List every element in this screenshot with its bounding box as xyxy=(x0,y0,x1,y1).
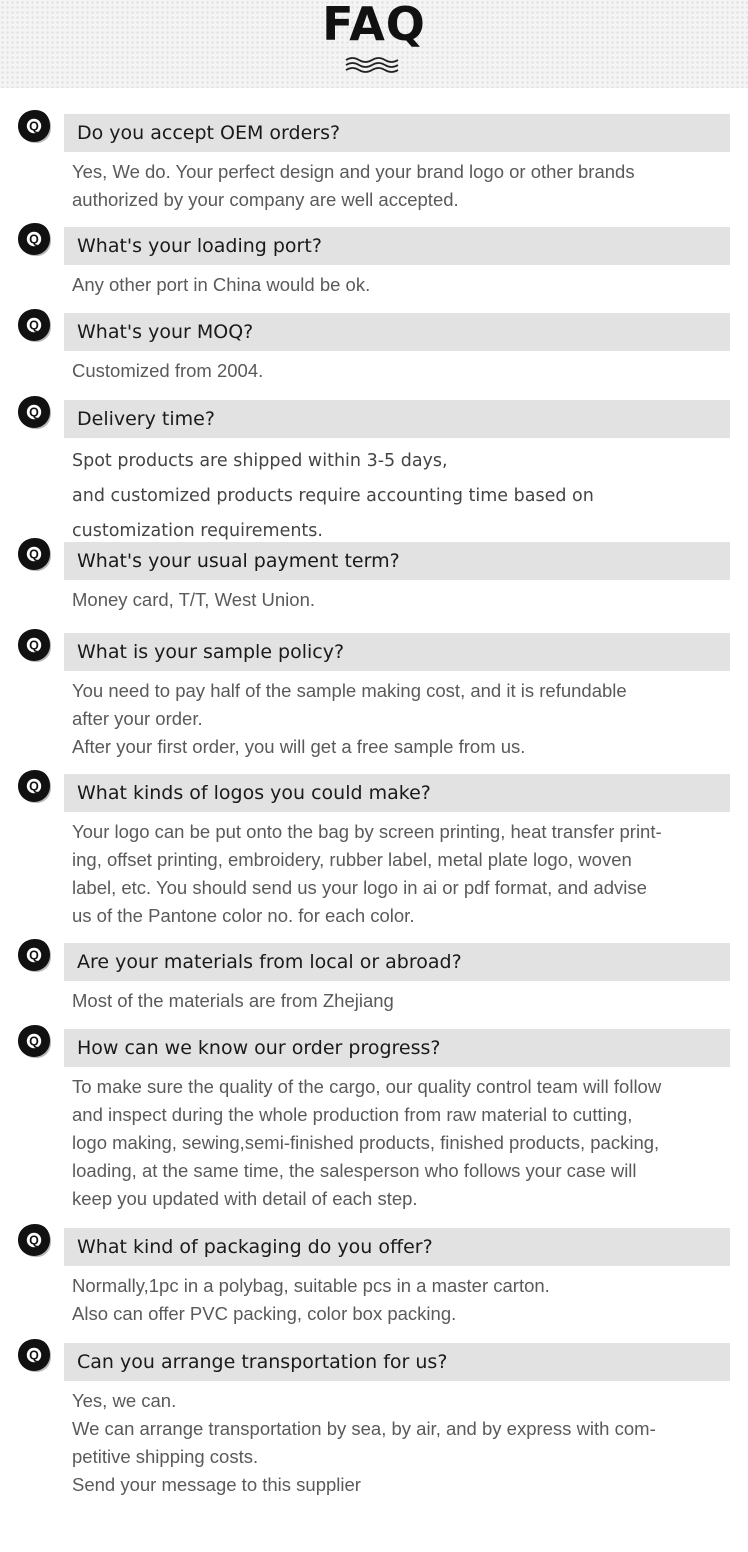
q-badge-icon xyxy=(15,767,57,809)
faq-question: Are your materials from local or abroad? xyxy=(77,951,462,973)
answer-line: We can arrange transportation by sea, by air, and by express with com- xyxy=(72,1418,656,1439)
answer-line: Yes, we can. xyxy=(72,1390,177,1411)
faq-answer xyxy=(72,586,722,614)
answer-line: logo making, sewing,semi-finished products, finished products, packing, xyxy=(72,1132,660,1153)
answer-line: and customized products require accounting time based on xyxy=(72,486,594,506)
waves-icon xyxy=(344,56,400,74)
faq-answer xyxy=(72,1073,722,1213)
faq-question: What's your loading port? xyxy=(77,235,322,257)
answer-line: Normally,1pc in a polybag, suitable pcs in a master carton. xyxy=(72,1275,550,1296)
answer-line: You need to pay half of the sample making cost, and it is refundable xyxy=(72,680,627,701)
question-bar xyxy=(64,633,730,671)
answer-line: Money card, T/T, West Union. xyxy=(72,589,315,610)
question-bar xyxy=(64,114,730,152)
faq-answer xyxy=(72,357,722,385)
faq-question: What's your MOQ? xyxy=(77,321,254,343)
q-badge-icon xyxy=(15,535,57,577)
answer-line: After your first order, you will get a free sample from us. xyxy=(72,736,526,757)
q-badge-icon xyxy=(15,1336,57,1378)
faq-question: What kind of packaging do you offer? xyxy=(77,1236,433,1258)
faq-answer xyxy=(72,987,722,1015)
answer-line: Send your message to this supplier xyxy=(72,1474,361,1495)
faq-answer xyxy=(72,271,722,299)
question-bar xyxy=(64,1343,730,1381)
faq-question: Can you arrange transportation for us? xyxy=(77,1351,448,1373)
answer-line: authorized by your company are well accepted. xyxy=(72,189,459,210)
question-bar xyxy=(64,1228,730,1266)
q-badge-icon xyxy=(15,626,57,668)
faq-question: Do you accept OEM orders? xyxy=(77,122,341,144)
svg-text:Q: Q xyxy=(29,405,39,420)
q-badge-icon xyxy=(15,1221,57,1263)
faq-answer xyxy=(72,818,722,930)
svg-text:Q: Q xyxy=(29,1348,39,1363)
answer-line: Any other port in China would be ok. xyxy=(72,274,371,295)
faq-answer xyxy=(72,158,722,214)
svg-text:Q: Q xyxy=(29,948,39,963)
svg-text:Q: Q xyxy=(29,318,39,333)
svg-text:Q: Q xyxy=(29,638,39,653)
q-badge-icon xyxy=(15,220,57,262)
answer-line: loading, at the same time, the salesperson who follows your case will xyxy=(72,1160,637,1181)
question-bar xyxy=(64,400,730,438)
q-badge-icon xyxy=(15,107,57,149)
answer-line: us of the Pantone color no. for each color. xyxy=(72,905,415,926)
q-badge-icon xyxy=(15,936,57,978)
svg-text:Q: Q xyxy=(29,1034,39,1049)
svg-text:Q: Q xyxy=(29,1233,39,1248)
svg-text:Q: Q xyxy=(29,547,39,562)
answer-line: Yes, We do. Your perfect design and your brand logo or other brands xyxy=(72,161,635,182)
faq-question: What's your usual payment term? xyxy=(77,550,400,572)
answer-line: Most of the materials are from Zhejiang xyxy=(72,990,394,1011)
svg-text:Q: Q xyxy=(29,119,39,134)
answer-line: Spot products are shipped within 3-5 days, xyxy=(72,451,448,471)
answer-line: and inspect during the whole production from raw material to cutting, xyxy=(72,1104,633,1125)
faq-answer xyxy=(72,1272,722,1328)
answer-line: keep you updated with detail of each step. xyxy=(72,1188,418,1209)
question-bar xyxy=(64,774,730,812)
faq-answer xyxy=(72,677,722,761)
faq-header xyxy=(0,0,748,88)
faq-question: How can we know our order progress? xyxy=(77,1037,441,1059)
q-badge-icon xyxy=(15,393,57,435)
faq-answer xyxy=(72,444,722,549)
question-bar xyxy=(64,313,730,351)
question-bar xyxy=(64,542,730,580)
answer-line: after your order. xyxy=(72,708,203,729)
answer-line: Your logo can be put onto the bag by screen printing, heat transfer print- xyxy=(72,821,662,842)
q-badge-icon xyxy=(15,306,57,348)
answer-line: petitive shipping costs. xyxy=(72,1446,259,1467)
faq-answer xyxy=(72,1387,722,1499)
faq-question: What is your sample policy? xyxy=(77,641,345,663)
question-bar xyxy=(64,943,730,981)
faq-question: Delivery time? xyxy=(77,408,215,430)
answer-line: Customized from 2004. xyxy=(72,360,264,381)
answer-line: ing, offset printing, embroidery, rubber label, metal plate logo, woven xyxy=(72,849,632,870)
answer-line: customization requirements. xyxy=(72,521,323,541)
page-title: FAQ xyxy=(322,0,426,51)
question-bar xyxy=(64,1029,730,1067)
answer-line: To make sure the quality of the cargo, our quality control team will follow xyxy=(72,1076,662,1097)
faq-question: What kinds of logos you could make? xyxy=(77,782,431,804)
answer-line: label, etc. You should send us your logo in ai or pdf format, and advise xyxy=(72,877,647,898)
answer-line: Also can offer PVC packing, color box packing. xyxy=(72,1303,457,1324)
svg-text:Q: Q xyxy=(29,232,39,247)
svg-text:Q: Q xyxy=(29,779,39,794)
q-badge-icon xyxy=(15,1022,57,1064)
question-bar xyxy=(64,227,730,265)
